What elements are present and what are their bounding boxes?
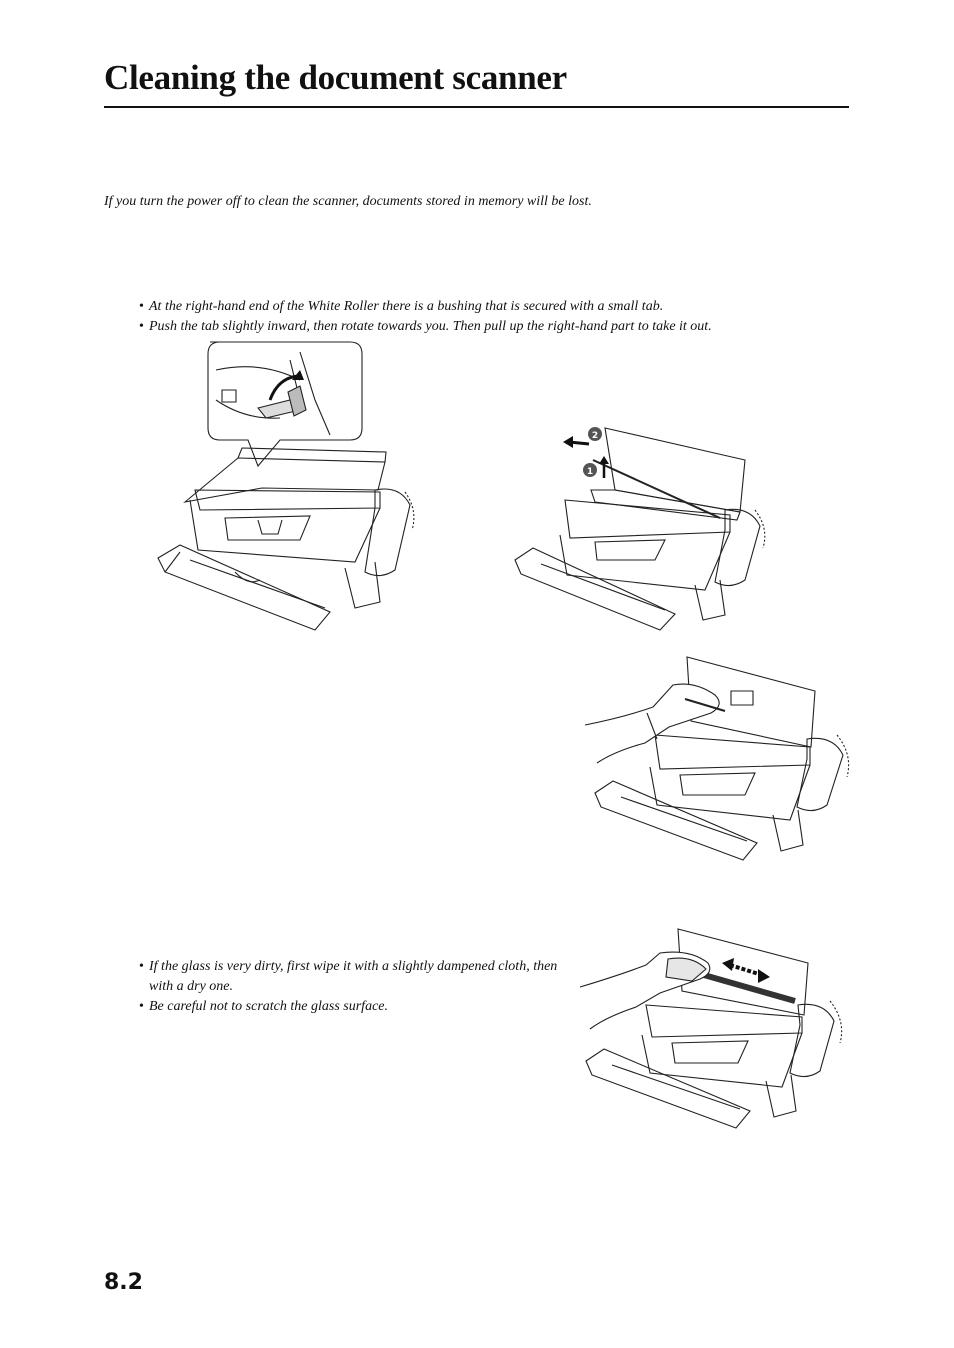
glass-bullet-2: • Be careful not to scratch the glass surface. — [139, 997, 559, 1017]
caution-note: If you turn the power off to clean the scanner, documents stored in memory will be lost. — [104, 194, 592, 209]
roller-instructions — [139, 297, 712, 337]
svg-text:1: 1 — [586, 467, 594, 477]
fax-roller-tab-illustration — [150, 340, 420, 632]
title-underline — [104, 106, 849, 108]
fax-roller-removal-illustration — [505, 420, 775, 632]
double-arrow-icon — [730, 965, 762, 975]
glass-instructions — [139, 957, 559, 1017]
fax-clean-glass-illustration — [580, 925, 850, 1130]
svg-text:2: 2 — [591, 431, 599, 441]
page-number: 8.2 — [104, 1270, 143, 1295]
glass-bullet-1: • If the glass is very dirty, first wipe it with a slightly dampened cloth, then with a dry one. — [139, 957, 559, 997]
roller-bullet-2: • Push the tab slightly inward, then rotate towards you. Then pull up the right-hand part to take it out. — [139, 317, 712, 337]
fax-clean-roller-illustration — [585, 655, 860, 863]
page-title: Cleaning the document scanner — [104, 58, 567, 97]
roller-bullet-1: • At the right-hand end of the White Roller there is a bushing that is secured with a small tab. — [139, 297, 712, 317]
